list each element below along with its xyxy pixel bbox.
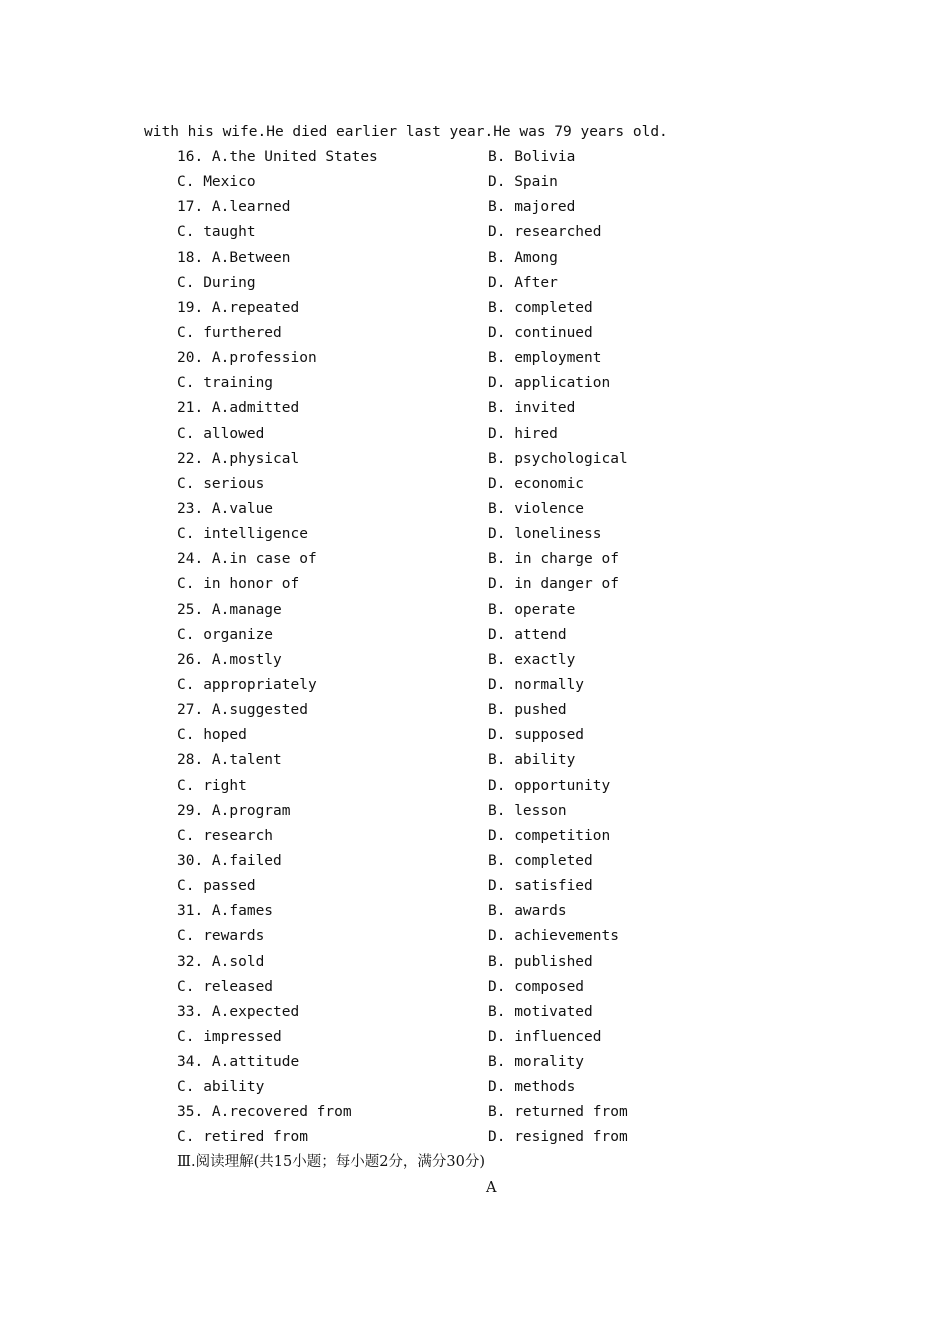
option-left: C. training [177,375,274,392]
option-right: D. loneliness [488,526,602,543]
option-row [177,774,677,799]
option-left: C. appropriately [177,676,317,693]
option-left: 18. A.Between [177,249,291,266]
option-right: D. achievements [488,928,619,945]
option-right: B. motivated [488,1003,593,1020]
option-right: D. attend [488,626,567,643]
option-row [177,673,677,698]
option-row [177,1100,677,1125]
option-row [177,1125,677,1150]
option-right: D. Spain [488,174,558,191]
option-row [177,874,677,899]
option-right: B. in charge of [488,551,619,568]
option-right: D. satisfied [488,878,593,895]
option-row [177,623,677,648]
option-row [177,145,677,170]
option-left: 26. A.mostly [177,651,282,668]
option-left: 24. A.in case of [177,551,317,568]
option-right: D. normally [488,676,585,693]
option-left: 32. A.sold [177,953,265,970]
option-left: 16. A.the United States [177,149,378,165]
option-row [177,195,677,220]
option-right: B. lesson [488,802,567,819]
option-left: C. allowed [177,425,265,442]
option-row [177,271,677,296]
option-row [177,246,677,271]
option-row [177,220,677,245]
option-left: C. right [177,777,247,794]
option-left: 28. A.talent [177,752,282,769]
option-left: 17. A.learned [177,199,291,216]
option-row [177,371,677,396]
option-row [177,572,677,597]
option-left: C. rewards [177,928,265,945]
option-row [177,447,677,472]
option-row [177,1025,677,1050]
option-left: 25. A.manage [177,601,282,618]
option-right: B. employment [488,350,602,367]
option-left: 23. A.value [177,500,274,517]
option-right: D. economic [488,475,585,492]
option-right: B. Among [488,249,558,266]
option-right: B. completed [488,852,593,869]
option-right: D. in danger of [488,576,619,593]
option-right: B. invited [488,400,576,417]
option-left: C. furthered [177,324,282,341]
option-left: 27. A.suggested [177,702,308,719]
option-row [177,648,677,673]
option-right: B. majored [488,199,576,216]
option-left: C. passed [177,878,256,895]
option-right: D. influenced [488,1028,602,1045]
option-left: C. in honor of [177,576,300,593]
option-right: B. pushed [488,702,567,719]
option-list [177,145,677,1151]
option-left: 29. A.program [177,802,291,819]
option-right: B. morality [488,1054,585,1071]
option-left: 34. A.attitude [177,1054,300,1071]
option-row [177,296,677,321]
option-left: C. impressed [177,1028,282,1045]
option-right: D. application [488,375,611,392]
section-heading: Ⅲ.阅读理解(共15小题；每小题2分，满分30分) [177,1154,486,1170]
option-row [177,1075,677,1100]
option-row [177,1000,677,1025]
option-left: C. retired from [177,1129,308,1146]
option-row [177,950,677,975]
option-right: B. operate [488,601,576,618]
option-left: C. organize [177,626,274,643]
option-left: 22. A.physical [177,450,300,467]
option-left: 33. A.expected [177,1003,300,1020]
option-left: 19. A.repeated [177,299,300,316]
part-letter: A [486,1180,497,1196]
option-row [177,422,677,447]
option-row [177,497,677,522]
option-row [177,748,677,773]
option-right: D. supposed [488,727,585,744]
option-right: B. awards [488,903,567,920]
option-left: C. During [177,274,256,291]
option-right: D. competition [488,827,611,844]
option-row [177,924,677,949]
option-row [177,598,677,623]
option-right: B. returned from [488,1104,628,1121]
option-left: C. intelligence [177,526,308,543]
option-left: C. hoped [177,727,247,744]
option-left: 20. A.profession [177,350,317,367]
option-right: D. continued [488,324,593,341]
option-row [177,522,677,547]
option-row [177,321,677,346]
option-row [177,1050,677,1075]
passage-closing-line: with his wife.He died earlier last year.He was 79 years old. [144,124,668,140]
option-right: D. After [488,274,558,291]
option-row [177,849,677,874]
option-row [177,899,677,924]
option-right: D. researched [488,224,602,241]
option-left: C. research [177,827,274,844]
option-right: B. exactly [488,651,576,668]
option-row [177,799,677,824]
option-right: B. published [488,953,593,970]
option-row [177,472,677,497]
option-right: B. ability [488,752,576,769]
option-row [177,396,677,421]
option-right: B. violence [488,500,585,517]
option-left: C. serious [177,475,265,492]
option-left: C. ability [177,1079,265,1096]
option-right: B. completed [488,299,593,316]
option-row [177,698,677,723]
option-left: C. taught [177,224,256,241]
option-right: D. methods [488,1079,576,1096]
option-right: B. psychological [488,450,628,467]
option-left: 31. A.fames [177,903,274,920]
option-left: C. Mexico [177,174,256,191]
option-left: 35. A.recovered from [177,1104,352,1121]
option-right: B. Bolivia [488,149,576,165]
option-row [177,824,677,849]
option-row [177,346,677,371]
option-left: 21. A.admitted [177,400,300,417]
option-right: D. resigned from [488,1129,628,1146]
option-row [177,547,677,572]
option-row [177,170,677,195]
option-row [177,723,677,748]
option-right: D. hired [488,425,558,442]
option-left: C. released [177,978,274,995]
option-left: 30. A.failed [177,852,282,869]
option-right: D. opportunity [488,777,611,794]
option-row [177,975,677,1000]
option-right: D. composed [488,978,585,995]
